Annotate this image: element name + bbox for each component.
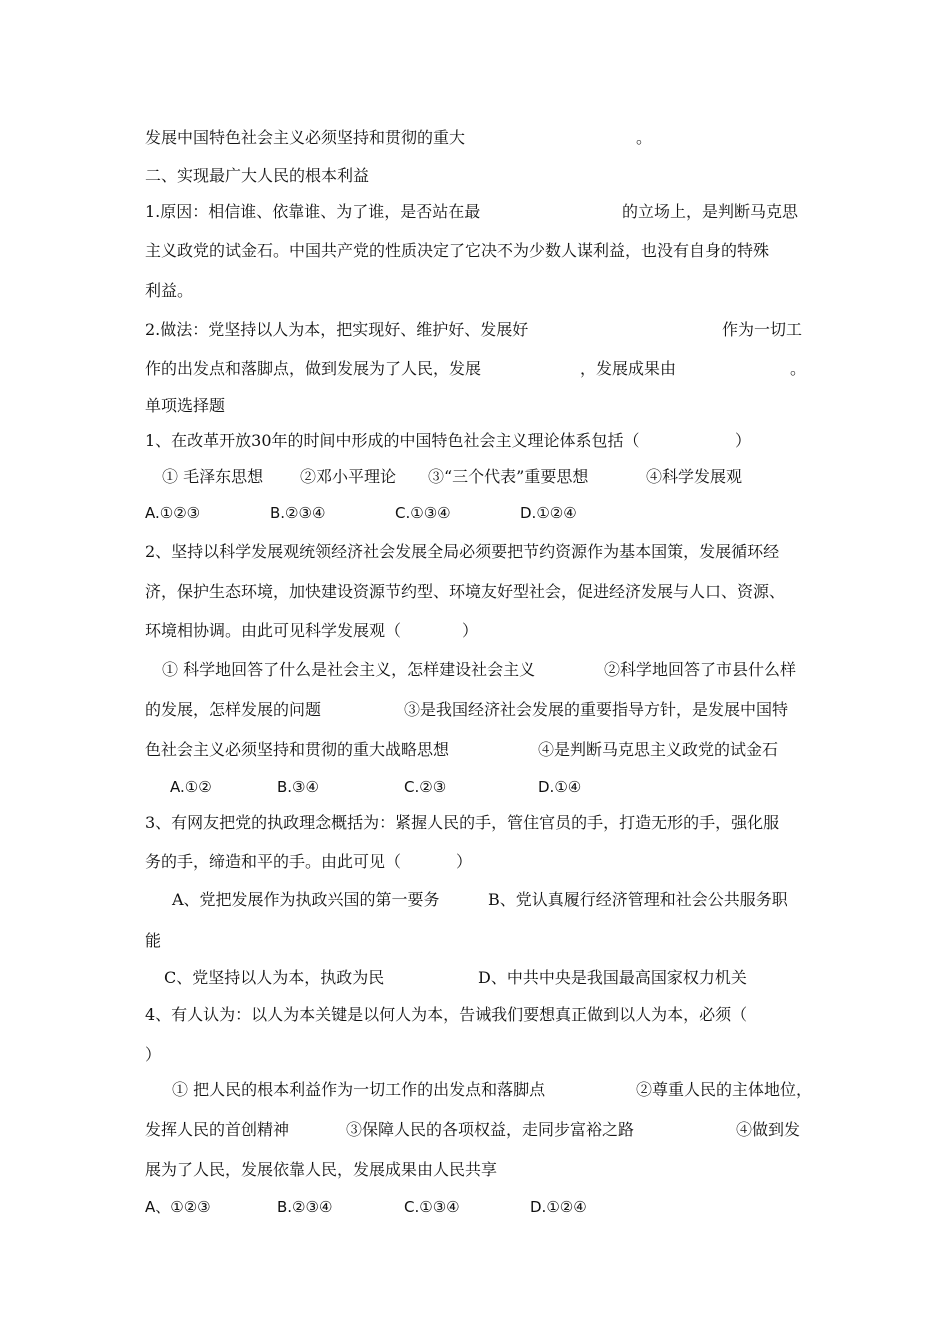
q2-stem-line-1: 2、坚持以科学发展观统领经济社会发展全局必须要把节约资源作为基本国策，发展循环经 <box>145 542 780 561</box>
q1-option-d: D.①②④ <box>520 504 577 522</box>
q2-stem-line-2: 济，保护生态环境，加快建设资源节约型、环境友好型社会，促进经济发展与人口、资源、 <box>145 582 786 601</box>
reason-text-a: 1.原因：相信谁、依靠谁、为了谁，是否站在最 <box>145 202 481 221</box>
q4-item-2: ②尊重人民的主体地位， <box>636 1080 813 1099</box>
method-text-2c: 。 <box>790 359 807 378</box>
q1-bracket-close: ） <box>735 431 752 450</box>
q1-option-c: C.①③④ <box>395 504 451 522</box>
text-line-1-end: 。 <box>636 128 653 147</box>
q1-option-a: A.①②③ <box>145 504 201 522</box>
q2-option-d: D.①④ <box>538 778 582 796</box>
method-text-b: 作为一切工 <box>722 320 803 339</box>
q1-item-3: ③“三个代表”重要思想 <box>428 467 589 486</box>
q4-stem-line-1: 4、有人认为：以人为本关键是以何人为本，告诫我们要想真正做到以人为本，必须（ <box>145 1005 748 1024</box>
q4-stem-line-2: ） <box>145 1045 162 1064</box>
method-text-2b: ，发展成果由 <box>580 359 677 378</box>
q1-item-1: ① 毛泽东思想 <box>162 467 264 486</box>
q4-option-c: C.①③④ <box>404 1198 460 1216</box>
q3-option-c: C、党坚持以人为本，执政为民 <box>164 968 385 987</box>
q1-option-b: B.②③④ <box>270 504 326 522</box>
method-text-2a: 作的出发点和落脚点，做到发展为了人民，发展 <box>145 359 482 378</box>
method-text-a: 2.做法：党坚持以人为本，把实现好、维护好、发展好 <box>145 320 529 339</box>
q2-item-2: ②科学地回答了市县什么样 <box>604 660 797 679</box>
q2-option-c: C.②③ <box>404 778 447 796</box>
q2-item-2-cont: 的发展，怎样发展的问题 <box>145 700 322 719</box>
text-line-1: 发展中国特色社会主义必须坚持和贯彻的重大 <box>145 128 466 147</box>
q2-stem-line-3: 环境相协调。由此可见科学发展观（ <box>145 621 402 640</box>
q3-option-d: D、中共中央是我国最高国家权力机关 <box>478 968 747 987</box>
q3-bracket-close: ） <box>456 852 473 871</box>
q2-option-a: A.①② <box>170 778 212 796</box>
reason-text-b: 的立场上，是判断马克思 <box>622 202 799 221</box>
reason-text-3: 利益。 <box>145 281 194 300</box>
q2-item-4: ④是判断马克思主义政党的试金石 <box>538 740 779 759</box>
section-heading: 二、实现最广大人民的根本利益 <box>145 166 370 185</box>
q4-option-a: A、①②③ <box>145 1198 211 1216</box>
q4-option-d: D.①②④ <box>530 1198 587 1216</box>
q3-stem-line-1: 3、有网友把党的执政理念概括为：紧握人民的手，管住官员的手，打造无形的手，强化服 <box>145 813 780 832</box>
q4-option-b: B.②③④ <box>277 1198 333 1216</box>
q1-item-2: ②邓小平理论 <box>300 467 397 486</box>
q4-item-3: ③保障人民的各项权益，走同步富裕之路 <box>346 1120 635 1139</box>
q4-item-1: ① 把人民的根本利益作为一切工作的出发点和落脚点 <box>172 1080 546 1099</box>
q3-stem-line-2: 务的手，缔造和平的手。由此可见（ <box>145 852 402 871</box>
q4-item-2-cont: 发挥人民的首创精神 <box>145 1120 290 1139</box>
q3-option-a: A、党把发展作为执政兴国的第一要务 <box>172 890 440 909</box>
q2-bracket-close: ） <box>462 621 479 640</box>
q3-option-b-cont: 能 <box>145 931 162 950</box>
q4-item-4: ④做到发 <box>736 1120 801 1139</box>
q2-item-3-cont: 色社会主义必须坚持和贯彻的重大战略思想 <box>145 740 450 759</box>
section-title-choice: 单项选择题 <box>145 396 226 415</box>
q2-item-3: ③是我国经济社会发展的重要指导方针，是发展中国特 <box>404 700 789 719</box>
q4-item-4-cont: 展为了人民，发展依靠人民，发展成果由人民共享 <box>145 1160 498 1179</box>
q1-item-4: ④科学发展观 <box>646 467 743 486</box>
reason-text-2: 主义政党的试金石。中国共产党的性质决定了它决不为少数人谋利益，也没有自身的特殊 <box>145 241 770 260</box>
q2-item-1: ① 科学地回答了什么是社会主义，怎样建设社会主义 <box>162 660 536 679</box>
q2-option-b: B.③④ <box>277 778 319 796</box>
q1-stem: 1、在改革开放30年的时间中形成的中国特色社会主义理论体系包括（ <box>145 431 640 450</box>
q3-option-b: B、党认真履行经济管理和社会公共服务职 <box>488 890 788 909</box>
